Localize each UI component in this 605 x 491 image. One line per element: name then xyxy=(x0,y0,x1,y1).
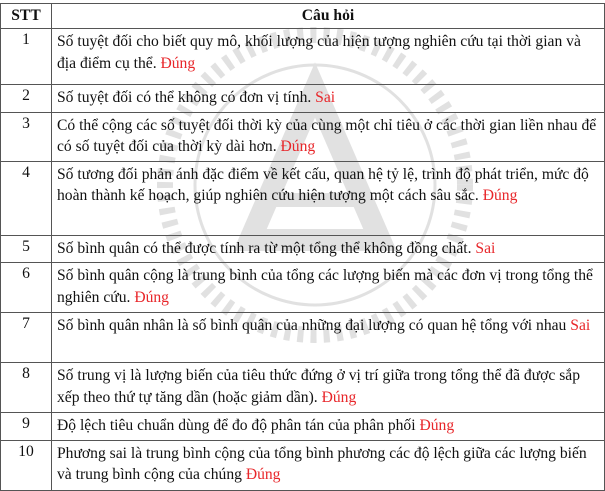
header-row xyxy=(1,4,605,29)
table-row xyxy=(1,263,605,313)
row-number: 2 xyxy=(1,85,52,113)
question-text: Số bình quân cộng là trung bình của tổng các lượng biến mà các đơn vị trong tổng thể nghiên cứu. xyxy=(57,267,593,306)
question-text: Độ lệch tiêu chuẩn dùng để đo độ phân tán của phân phối xyxy=(57,417,416,434)
question-text: Số tuyệt đối cho biết quy mô, khối lượng của hiện tượng nghiên cứu tại thời gian và địa điểm cụ thể. xyxy=(57,33,581,72)
table-row xyxy=(1,440,605,490)
question-cell xyxy=(52,413,605,441)
question-text: Phương sai là trung bình cộng của tổng bình phương các độ lệch giữa các lượng biến và trung bình cộng của chúng xyxy=(57,444,587,483)
answer-label: Đúng xyxy=(419,417,455,434)
row-number: 1 xyxy=(1,29,52,85)
table-row xyxy=(1,161,605,235)
answer-label: Đúng xyxy=(482,187,518,204)
answer-label: Sai xyxy=(475,239,496,257)
answer-label: Đúng xyxy=(245,466,281,483)
row-number: 8 xyxy=(1,363,52,413)
row-number: 10 xyxy=(1,440,52,490)
question-text: Số trung vị là lượng biến của tiêu thức đứng ở vị trí giữa trong tổng thể đã được sắp xếp theo thứ tự tăng dần (hoặc giảm dần). xyxy=(57,367,581,406)
question-cell xyxy=(52,161,605,235)
answer-label: Sai xyxy=(570,317,591,334)
table-row xyxy=(1,313,605,363)
row-number: 9 xyxy=(1,413,52,441)
question-text: Số bình quân nhân là số bình quân của những đại lượng có quan hệ tổng với nhau xyxy=(57,317,567,334)
row-number: 3 xyxy=(1,112,52,161)
question-cell xyxy=(52,263,605,313)
row-number: 6 xyxy=(1,263,52,313)
question-text: Số bình quân có thể được tính ra từ một tổng thể không đồng chất. xyxy=(57,239,472,257)
question-table xyxy=(0,3,605,491)
question-cell xyxy=(52,235,605,263)
question-cell xyxy=(52,112,605,161)
question-cell xyxy=(52,363,605,413)
row-number: 4 xyxy=(1,161,52,235)
table-row xyxy=(1,363,605,413)
question-text: Số tuyệt đối có thể không có đơn vị tính. xyxy=(57,89,312,106)
table-row xyxy=(1,112,605,161)
answer-label: Đúng xyxy=(280,138,316,155)
question-cell xyxy=(52,29,605,85)
header-question: Câu hỏi xyxy=(52,4,605,29)
question-cell xyxy=(52,85,605,113)
answer-label: Sai xyxy=(315,89,336,106)
header-stt: STT xyxy=(1,4,52,29)
question-cell xyxy=(52,313,605,363)
answer-label: Đúng xyxy=(321,388,357,406)
table-row xyxy=(1,413,605,441)
question-text: Có thể cộng các số tuyệt đối thời kỳ của cùng một chỉ tiêu ở các thời gian liền nhau để có số tuyệt đối của thời kỳ dài hơn. xyxy=(57,116,597,155)
answer-label: Đúng xyxy=(160,54,196,72)
row-number: 5 xyxy=(1,235,52,263)
table-row xyxy=(1,29,605,85)
answer-label: Đúng xyxy=(134,288,169,306)
question-cell xyxy=(52,440,605,490)
question-text: Số tương đối phản ánh đặc điểm về kết cấu, quan hệ tỷ lệ, trình độ phát triển, mức độ hoàn thành kế hoạch, giúp nghiên cứu hiện tượng một cách sâu sắc. xyxy=(57,165,589,204)
table-row xyxy=(1,235,605,263)
table-row xyxy=(1,85,605,113)
row-number: 7 xyxy=(1,313,52,363)
